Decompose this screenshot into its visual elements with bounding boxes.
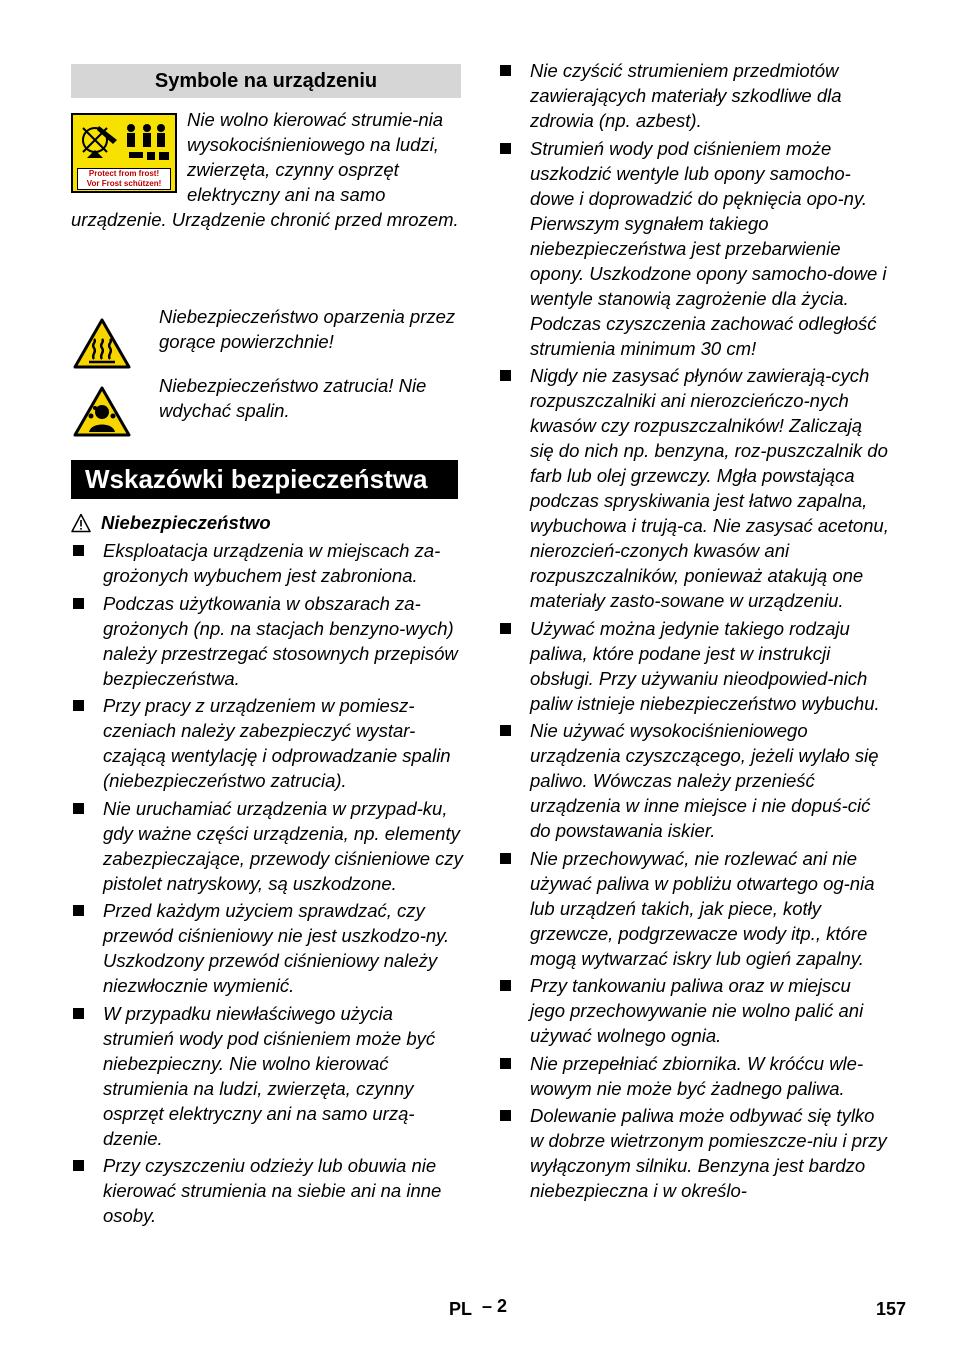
danger-label-row — [71, 510, 271, 535]
list-item: Przy czyszczeniu odzieży lub obuwia nie kierować strumienia na siebie ani na inne osoby. — [71, 1153, 463, 1228]
list-item: Używać można jedynie takiego rodzaju paliwa, które podane jest w instrukcji obsługi. Przy używaniu nieodpowied-nich paliw istnieje niebezpieczeństwo wybuchu. — [498, 616, 890, 716]
list-item: Przy tankowaniu paliwa oraz w miejscu jego przechowywanie nie wolno palić ani używać wolnego ognia. — [498, 973, 890, 1048]
right-bullet-list — [498, 58, 890, 1206]
poison-warning-text: Niebezpieczeństwo zatrucia! Nie wdychać spalin. — [159, 375, 427, 421]
safety-heading-box — [71, 460, 458, 499]
hot-surface-warning-icon — [73, 318, 131, 370]
list-item: Nie czyścić strumieniem przedmiotów zawierających materiały szkodliwe dla zdrowia (np. azbest). — [498, 58, 890, 133]
list-item: Nie uruchamiać urządzenia w przypad-ku, gdy ważne części urządzenia, np. elementy zabezpieczające, przewody ciśnieniowe czy pistolet natryskowy, są uszkodzone. — [71, 796, 463, 896]
list-item: Eksploatacja urządzenia w miejscach za-grożonych wybuchem jest zabroniona. — [71, 538, 463, 588]
danger-triangle-icon — [71, 513, 91, 533]
list-item: Nie przechowywać, nie rozlewać ani nie używać paliwa w pobliżu otwartego og-nia lub urządzeń takich, jak piece, kotły grzewcze, podgrzewacze wody itp., które mogą wytwarzać iskry lub ogień zapalny. — [498, 846, 890, 971]
footer-section-number: – 2 — [482, 1296, 508, 1316]
frost-sign-line-2: Vor Frost schützen! — [86, 179, 162, 188]
poison-warning-icon — [73, 386, 131, 438]
left-bullet-list — [71, 538, 463, 1231]
burn-warning-text: Niebezpieczeństwo oparzenia przez gorące powierzchnie! — [159, 306, 456, 352]
page-number: 157 — [876, 1299, 907, 1319]
section-title: Symbole na urządzeniu — [154, 70, 378, 92]
list-item: Strumień wody pod ciśnieniem może uszkodzić wentyle lub opony samocho-dowe i doprowadzić do pęknięcia opo-ny. Pierwszym sygnałem takiego niebezpieczeństwa jest przebarwienie opony. Uszkodzone opony samocho-dowe i wentyle stanowią zagrożenie dla życia. Podczas czyszczenia zachować odległość strumienia minimum 30 cm! — [498, 136, 890, 361]
list-item: Podczas użytkowania w obszarach za-grożonych (np. na stacjach benzyno-wych) należy przestrzegać stosownych przepisów bezpieczeństwa. — [71, 591, 463, 691]
danger-label: Niebezpieczeństwo — [101, 512, 271, 533]
list-item: Przy pracy z urządzeniem w pomiesz-czeniach należy zabezpieczyć wystar-czającą wentylację i odprowadzanie spalin (niebezpieczeństwo zatrucia). — [71, 693, 463, 793]
list-item: W przypadku niewłaściwego użycia strumień wody pod ciśnieniem może być niebezpieczny. Nie wolno kierować strumienia na ludzi, zwierzęta, czynny osprzęt elektryczny ani na samo urzą-dzenie. — [71, 1001, 463, 1151]
section-title-bar — [71, 64, 461, 98]
frost-paragraph — [71, 107, 463, 232]
safety-heading: Wskazówki bezpieczeństwa — [85, 464, 428, 494]
list-item: Nigdy nie zasysać płynów zawierają-cych rozpuszczalniki ani nierozcieńczo-nych kwasów czy rozpuszczalników! Zaliczają się do nich np. benzyna, roz-puszczalnik do farb lub olej grzewczy. Mgła powstająca podczas spryskiwania jest łatwo zapalna, wybuchowa i trują-ca. Nie zasysać acetonu, nierozcień-czonych kwasów ani rozpuszczalników, ponieważ atakują one materiały zasto-sowane w urządzeniu. — [498, 363, 890, 613]
footer-language: PL — [449, 1299, 473, 1319]
list-item: Przed każdym użyciem sprawdzać, czy przewód ciśnieniowy nie jest uszkodzo-ny. Uszkodzony przewód ciśnieniowy należy niezwłocznie wymienić. — [71, 898, 463, 998]
frost-text: Nie wolno kierować strumie-nia wysokociśnieniowego na ludzi, zwierzęta, czynny osprzęt elektryczny ani na samo urządzenie. Urządzenie chronić przed mrozem. — [71, 109, 459, 230]
frost-sign-line-1: Protect from frost! — [88, 169, 160, 178]
list-item: Dolewanie paliwa może odbywać się tylko w dobrze wietrzonym pomieszcze-niu i przy wyłączonym silniku. Benzyna jest bardzo niebezpieczna i w określo- — [498, 1103, 890, 1203]
list-item: Nie przepełniać zbiornika. W króćcu wle-wowym nie może być żadnego paliwa. — [498, 1051, 890, 1101]
list-item: Nie używać wysokociśnieniowego urządzenia czyszczącego, jeżeli wylało się paliwo. Wówczas należy przenieść urządzenia w inne miejsce i nie dopuś-cić do powstawania iskier. — [498, 718, 890, 843]
